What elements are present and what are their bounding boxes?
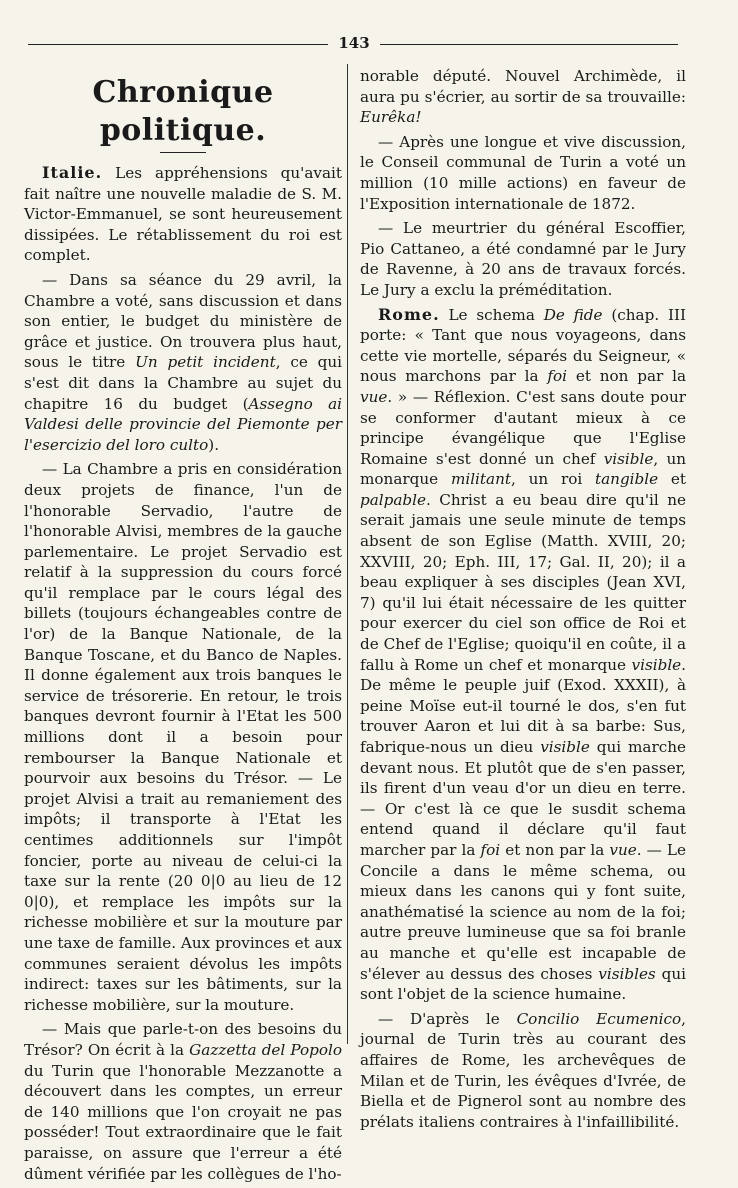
paragraph-continuation [360, 66, 686, 128]
paragraph-text: . — Le Concile a dans le même schema, ou mieux dans les canons qui y font suite, anathématisé la science au nom de la foi; autre preuve lumineuse que sa foi branle au manche et qu'elle est incapable de s'élever au dessus des choses [360, 840, 687, 983]
paragraph-text: — Dans sa séance du 29 avril, la Chambre a voté, sans discussion et dans son entier, le budget du ministère de grâce et justice. On trouvera plus haut, sous le titre [24, 270, 342, 372]
paragraph-text: ). [208, 435, 220, 454]
italic-title: Un petit incident [135, 353, 276, 372]
paragraph-text: , un monarque [360, 449, 687, 489]
paragraph-conseil-turin: — Après une longue et vive discussion, le Conseil communal de Turin a voté un million (10 mille actions) en faveur de l'Exposition internationale de 1872. [360, 132, 686, 213]
italic-eureka: Eurêka! [360, 108, 422, 127]
paragraph-text: , un roi [510, 470, 596, 489]
paragraph-text: , ce qui s'est dit dans la Chambre au sujet du chapitre 16 du budget ( [24, 353, 342, 413]
page-header [28, 34, 678, 54]
paragraph-text: . Christ a eu beau dire qu'il ne serait jamais une seule minute de temps absent de son Eglise (Matth. XVIII, 20; XXVIII, 20; Eph. III, 17; Gal. II, 20); il a beau expliquer à ses disciples (Jean XVI, 7) qu'il lui était nécessaire de les quitter pour exercer du ciel son office de Roi et de Chef de l'Eglise; quoiqu'il en coûte, il a fallu à Rome un chef et monarque [360, 490, 686, 674]
italic-text: visible [603, 449, 654, 468]
rubric-rome: Rome. [378, 304, 440, 324]
paragraph-text: et non par la [567, 367, 687, 386]
italic-text: visibles [598, 964, 656, 983]
italic-text: vue [360, 387, 388, 406]
paragraph-text: , journal de Turin très au courant des affaires de Rome, les archevêques de Milan et de Turin, les évêques d'Ivrée, de Biella et de Pignerol sont au nombre des prélats italiens contraires à l'infaillibilité. [360, 1009, 686, 1131]
paragraph-italie [24, 163, 342, 266]
header-rule-left [28, 44, 328, 45]
paragraph-text: (chap. III porte: « Tant que nous voyageons, dans cette vie mortelle, séparés du Seigneur, « nous marchons par la [360, 305, 686, 386]
paragraph-text: qui marche devant nous. Et plutôt que de s'en passer, ils firent d'un veau d'or un dieu en terre. — Or c'est là ce que le susdit schema entend quand il déclare qu'il faut marcher par la [360, 738, 686, 859]
italic-text: palpable [360, 490, 426, 509]
paragraph-rome [360, 305, 686, 1005]
italic-newspaper: Gazzetta del Popolo [189, 1040, 342, 1059]
paragraph-concilio [360, 1009, 686, 1133]
paragraph-tresor [24, 1019, 342, 1184]
italic-text: foi [547, 367, 568, 386]
italic-newspaper: Concilio Ecumenico [516, 1009, 682, 1028]
italic-quote: Assegno ai Valdesi delle provincie del Piemonte per l'esercizio del loro culto [24, 394, 342, 454]
italic-text: militant [450, 470, 511, 489]
paragraph-text: norable député. Nouvel Archimède, il aura pu s'écrier, au sortir de sa trouvaille: [360, 67, 686, 106]
paragraph-text: et [658, 470, 686, 489]
paragraph-text: . De même le peuple juif (Exod. XXXII), à peine Moïse eut-il tourné le dos, s'en fut trouver Aaron et lui dit à sa barbe: Sus, fabrique-nous un dieu [360, 655, 686, 756]
italic-text: vue [609, 840, 637, 859]
italic-text: visible [631, 655, 682, 674]
paragraph-projets-finance: — La Chambre a pris en considération deux projets de finance, l'un de l'honorable Servadio, l'autre de l'honorable Alvisi, membres de la gauche parlementaire. Le projet Servadio est relatif à la suppression du cours forcé qu'il remplace par le cours légal des billets (toujours échangeables contre de l'or) de la Banque Nationale, de la Banque Toscane, et du Banco de Naples. Il donne également aux trois banques le service de trésorerie. En retour, le trois banques devront fournir à l'Etat les 500 millions dont il a besoin pour rembourser la Banque Nationale et pourvoir aux besoins du Trésor. — Le projet Alvisi a trait au remaniement des impôts; il transporte à l'Etat les centimes additionnels sur l'impôt foncier, porte au niveau de celui-ci la taxe sur la rente (20 0|0 au lieu de 12 0|0), et remplace les impôts sur la richesse mobilière et sur la mouture par une taxe de famille. Aux provinces et aux communes seraient dévolus les impôts indirect: taxes sur les bâtiments, sur la richesse mobilière, sur la mouture. [24, 460, 342, 1014]
paragraph-text: Les appréhensions qu'avait fait naître une nouvelle maladie de S. M. Victor-Emmanuel, se sont heureusement dissipées. Le rétablissement du roi est complet. [24, 164, 342, 265]
rubric-italie: Italie. [42, 163, 103, 182]
title-rule [160, 152, 206, 153]
page-number: 143 [338, 34, 370, 52]
paragraph-text: qui sont l'objet de la science humaine. [360, 964, 686, 1004]
italic-text: visible [540, 738, 590, 756]
italic-text: foi [480, 840, 501, 859]
column-divider [347, 64, 348, 1044]
right-column [360, 66, 686, 1136]
italic-text: De fide [543, 305, 603, 324]
header-rule-right [380, 44, 678, 45]
paragraph-text: . » — Réflexion. C'est sans doute pour se conformer d'autant mieux à ce principe évangélique que l'Eglise Romaine s'est donné un chef [360, 387, 686, 468]
paragraph-text: — D'après le [378, 1009, 517, 1028]
left-column [24, 66, 342, 1188]
paragraph-escoffier: — Le meurtrier du général Escoffier, Pio Cattaneo, a été condamné par le Jury de Ravenne, à 20 ans de travaux forcés. Le Jury a exclu la préméditation. [360, 219, 686, 299]
paragraph-chambre-budget [24, 270, 342, 455]
paragraph-text: Le schema [439, 305, 544, 324]
paragraph-text: et non par la [500, 840, 610, 859]
paragraph-text: du Turin que l'honorable Mezzanotte a découvert dans les comptes, un erreur de 140 millions que l'on croyait ne pas posséder! Tout extraordinaire que le fait paraisse, on assure que l'erreur a été dûment vérifiée par les collègues de l'ho- [24, 1061, 342, 1183]
italic-text: tangible [595, 470, 659, 489]
paragraph-text: — Mais que parle-t-on des besoins du Trésor? On écrit à la [24, 1020, 342, 1059]
section-title: Chronique politique. [92, 75, 274, 148]
